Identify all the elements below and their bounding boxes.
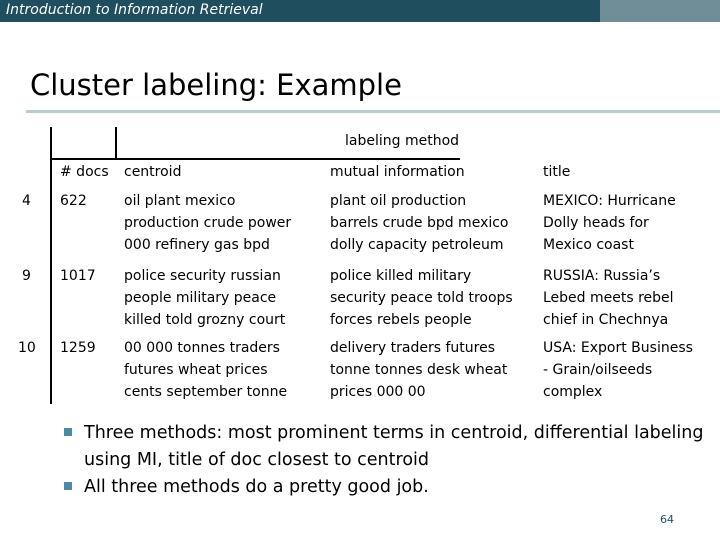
column-header-title: title xyxy=(543,164,571,180)
column-header-centroid: centroid xyxy=(124,164,182,180)
title-line: RUSSIA: Russia’s xyxy=(543,268,661,284)
bullet-square-icon xyxy=(64,428,72,436)
doc-title xyxy=(543,190,713,256)
mi-line: delivery traders futures xyxy=(330,340,496,356)
centroid-line: police security russian xyxy=(124,268,281,284)
centroid-text: power xyxy=(247,215,292,231)
mi-line: forces rebels people xyxy=(330,312,472,328)
table-divider-vertical-group xyxy=(115,127,117,160)
doc-title xyxy=(543,337,713,403)
doc-count: 1259 xyxy=(60,340,96,356)
slide-title: Cluster labeling: Example xyxy=(30,68,402,102)
cluster-id: 9 xyxy=(22,268,31,284)
mi-line: security peace told troops xyxy=(330,290,513,306)
group-header: labeling method xyxy=(345,133,460,149)
bullet-text: Three methods: most prominent terms in centroid, differential labeling using MI, title of doc closest to centroid xyxy=(84,423,704,470)
centroid-line: people military peace xyxy=(124,290,277,306)
centroid-terms xyxy=(124,265,324,331)
mi-line: tonne tonnes desk wheat xyxy=(330,362,508,378)
centroid-line: futures wheat prices xyxy=(124,362,268,378)
doc-count: 1017 xyxy=(60,268,96,284)
title-line: complex xyxy=(543,384,603,400)
mi-line: dolly capacity petroleum xyxy=(330,237,504,253)
page-number: 64 xyxy=(660,513,674,526)
table-divider-vertical-docs xyxy=(50,127,52,404)
centroid-line: killed told grozny court xyxy=(124,312,286,328)
title-line: chief in Chechnya xyxy=(543,312,669,328)
course-title: Introduction to Information Retrieval xyxy=(6,2,263,18)
mi-terms xyxy=(330,265,535,331)
mi-line: plant oil production xyxy=(330,193,467,209)
header-accent xyxy=(600,0,720,22)
bullet-text: All three methods do a pretty good job. xyxy=(84,477,429,497)
title-line: - Grain/oilseeds xyxy=(543,362,653,378)
mi-line: prices 000 00 xyxy=(330,384,426,400)
table-divider-horizontal xyxy=(50,158,460,160)
centroid-line: 00 000 tonnes traders xyxy=(124,340,280,356)
title-line: USA: Export Business xyxy=(543,340,693,356)
column-header-mi: mutual information xyxy=(330,164,465,180)
centroid-line: 000 refinery gas bpd xyxy=(124,237,270,253)
bullet-item xyxy=(64,420,704,474)
bullet-square-icon xyxy=(64,482,72,490)
centroid-text: production crude xyxy=(124,215,248,231)
cluster-id: 4 xyxy=(22,193,31,209)
column-header-docs: # docs xyxy=(60,164,109,180)
centroid-terms xyxy=(124,337,324,403)
title-line: MEXICO: Hurricane xyxy=(543,193,676,209)
cluster-id: 10 xyxy=(18,340,36,356)
mi-line: barrels crude bpd mexico xyxy=(330,215,509,231)
mi-terms xyxy=(330,337,535,403)
centroid-line: oil plant mexico xyxy=(124,193,236,209)
mi-terms xyxy=(330,190,535,256)
doc-title xyxy=(543,265,713,331)
title-line: Mexico coast xyxy=(543,237,634,253)
title-line: Lebed meets rebel xyxy=(543,290,674,306)
centroid-line xyxy=(124,212,324,234)
title-line: Dolly heads for xyxy=(543,215,649,231)
bullet-item xyxy=(64,474,704,501)
centroid-line: cents september tonne xyxy=(124,384,288,400)
doc-count: 622 xyxy=(60,193,87,209)
centroid-terms xyxy=(124,190,324,256)
bullet-list xyxy=(64,420,704,501)
mi-line: police killed military xyxy=(330,268,472,284)
title-divider xyxy=(26,110,720,113)
